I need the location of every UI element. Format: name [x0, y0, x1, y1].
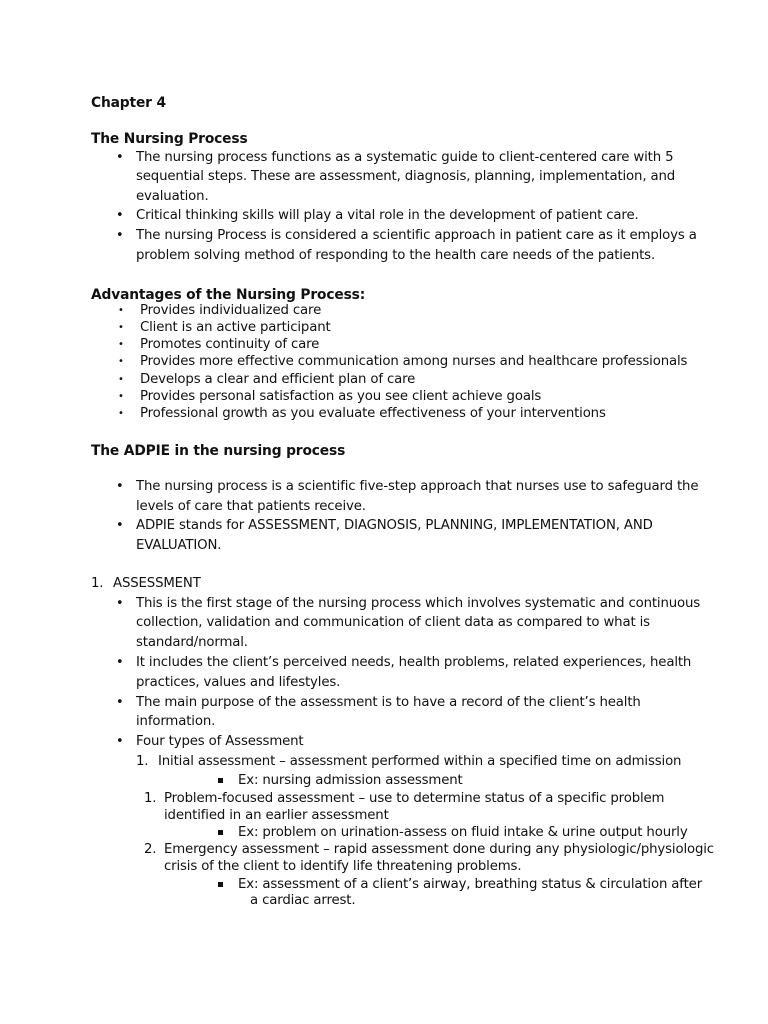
paragraph-line: evaluation. [136, 189, 209, 204]
bullet-icon: • [118, 339, 124, 350]
paragraph-line: It includes the client’s perceived needs, health problems, related experiences, health [136, 655, 692, 670]
list-item: Develops a clear and efficient plan of care [140, 372, 416, 387]
paragraph-line: This is the first stage of the nursing process which involves systematic and continuous [136, 596, 701, 611]
bullet-icon: • [116, 518, 124, 533]
paragraph-line: practices, values and lifestyles. [136, 675, 341, 690]
paragraph-line: levels of care that patients receive. [136, 499, 366, 514]
list-number: 1. [91, 576, 104, 591]
bullet-icon: • [116, 479, 124, 494]
list-item: Professional growth as you evaluate effectiveness of your interventions [140, 406, 606, 421]
subsection-title-assessment: ASSESSMENT [113, 576, 201, 591]
paragraph-line: ADPIE stands for ASSESSMENT, DIAGNOSIS, PLANNING, IMPLEMENTATION, AND [136, 518, 653, 533]
paragraph-line: sequential steps. These are assessment, diagnosis, planning, implementation, and [136, 169, 676, 184]
bullet-icon: • [118, 408, 124, 419]
square-bullet-icon [218, 778, 223, 783]
square-bullet-icon [218, 830, 223, 835]
bullet-icon: • [116, 208, 124, 223]
paragraph-line: The nursing process is a scientific five-step approach that nurses use to safeguard the [136, 479, 699, 494]
section-heading-nursing-process: The Nursing Process [91, 131, 248, 147]
assessment-type-line: crisis of the client to identify life threatening problems. [164, 859, 522, 874]
paragraph-line: EVALUATION. [136, 538, 222, 553]
paragraph-line: The nursing Process is considered a scientific approach in patient care as it employs a [136, 228, 697, 243]
paragraph-line: information. [136, 714, 216, 729]
list-item: Promotes continuity of care [140, 337, 320, 352]
bullet-icon: • [118, 305, 124, 316]
bullet-icon: • [116, 150, 124, 165]
example-line: Ex: problem on urination-assess on fluid intake & urine output hourly [238, 825, 688, 840]
section-heading-advantages: Advantages of the Nursing Process: [91, 287, 366, 303]
paragraph-line: Critical thinking skills will play a vital role in the development of patient care. [136, 208, 639, 223]
chapter-title: Chapter 4 [91, 95, 166, 111]
bullet-icon: • [116, 596, 124, 611]
bullet-icon: • [116, 655, 124, 670]
assessment-type-line: Problem-focused assessment – use to determine status of a specific problem [164, 791, 665, 806]
paragraph-line: The nursing process functions as a systematic guide to client-centered care with 5 [136, 150, 674, 165]
list-number: 2. [144, 842, 157, 857]
bullet-icon: • [118, 356, 124, 367]
bullet-icon: • [116, 734, 124, 749]
list-item: Provides more effective communication among nurses and healthcare professionals [140, 354, 688, 369]
list-number: 1. [136, 754, 149, 769]
list-item: Provides individualized care [140, 303, 322, 318]
paragraph-line: problem solving method of responding to the health care needs of the patients. [136, 248, 656, 263]
assessment-type-line: Emergency assessment – rapid assessment done during any physiologic/physiologic [164, 842, 714, 857]
assessment-type-line: Initial assessment – assessment performed within a specified time on admission [158, 754, 682, 769]
paragraph-line: Four types of Assessment [136, 734, 304, 749]
bullet-icon: • [118, 322, 124, 333]
bullet-icon: • [118, 374, 124, 385]
list-item: Client is an active participant [140, 320, 331, 335]
assessment-type-line: identified in an earlier assessment [164, 808, 389, 823]
list-number: 1. [144, 791, 157, 806]
bullet-icon: • [116, 228, 124, 243]
bullet-icon: • [118, 391, 124, 402]
example-line: a cardiac arrest. [250, 893, 356, 908]
example-line: Ex: nursing admission assessment [238, 773, 463, 788]
paragraph-line: collection, validation and communication of client data as compared to what is [136, 615, 650, 630]
paragraph-line: The main purpose of the assessment is to have a record of the client’s health [136, 695, 641, 710]
section-heading-adpie: The ADPIE in the nursing process [91, 443, 346, 459]
paragraph-line: standard/normal. [136, 635, 248, 650]
bullet-icon: • [116, 695, 124, 710]
square-bullet-icon [218, 882, 223, 887]
example-line: Ex: assessment of a client’s airway, breathing status & circulation after [238, 877, 703, 892]
list-item: Provides personal satisfaction as you see client achieve goals [140, 389, 542, 404]
